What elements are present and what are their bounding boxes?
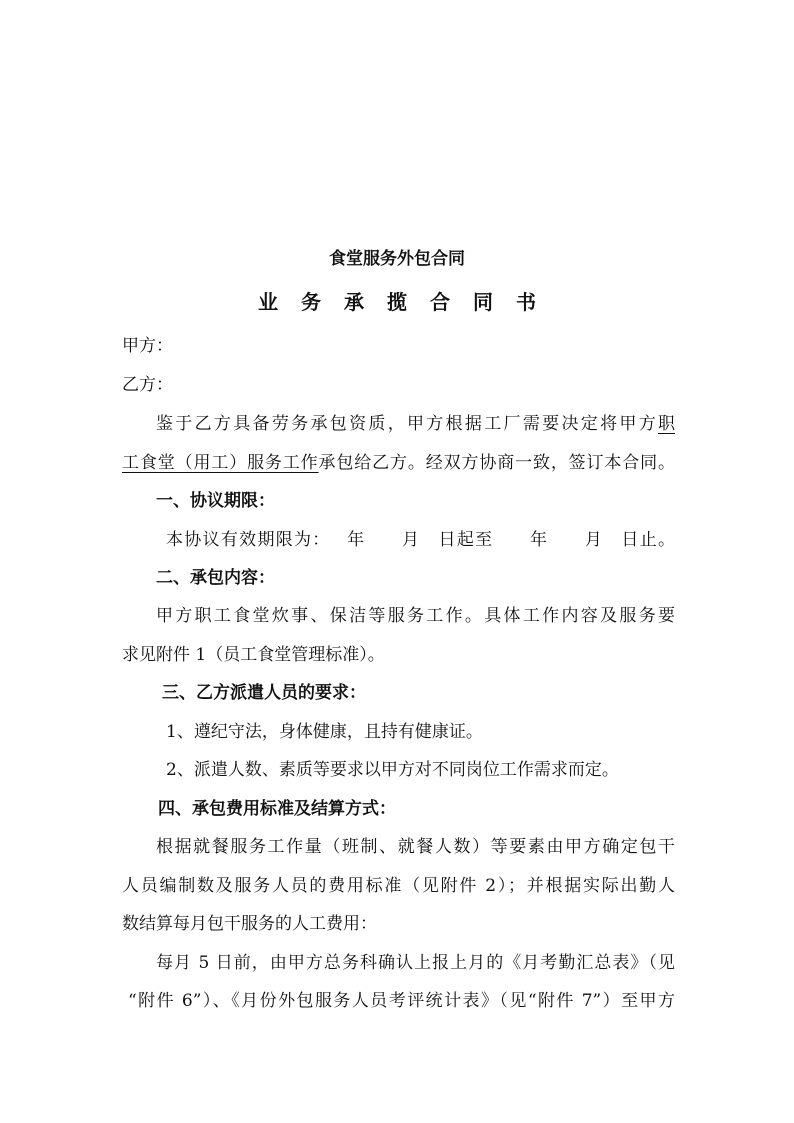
- section-1-text: 本协议有效期限为： 年 月 日起至 年 月 日止。: [166, 530, 675, 550]
- section-4-line: 根据就餐服务工作量（班制、就餐人数）等要素由甲方确定包干: [156, 837, 675, 857]
- section-4-line: 每月 5 日前，由甲方总务科确认上报上月的《月考勤汇总表》（见: [156, 953, 675, 973]
- section-1-heading: 一、协议期限：: [156, 491, 275, 511]
- intro-text: 承包给乙方。经双方协商一致，签订本合同。: [318, 453, 676, 473]
- section-3-item: 1、遵纪守法，身体健康，且持有健康证。: [166, 722, 483, 742]
- section-2-line: 求见附件 1（员工食堂管理标准）。: [122, 645, 385, 665]
- intro-line-2: [122, 453, 675, 473]
- intro-underlined: 职: [658, 414, 675, 434]
- intro-line-1: [122, 414, 675, 434]
- section-4-line: 数结算每月包干服务的人工费用：: [122, 914, 377, 934]
- party-a-label: 甲方：: [122, 336, 173, 356]
- section-4-line: “附件 6”）、《月份外包服务人员考评统计表》（见“附件 7”）至甲方: [128, 991, 675, 1011]
- document-title: 食堂服务外包合同: [329, 249, 465, 269]
- section-2-heading: 二、承包内容：: [156, 568, 275, 588]
- section-4-line: 人员编制数及服务人员的费用标准（见附件 2）；并根据实际出勤人: [122, 876, 675, 896]
- section-3-heading: 三、乙方派遣人员的要求：: [162, 683, 366, 703]
- document-subtitle: 业 务 承 揽 合 同 书: [258, 290, 536, 314]
- party-b-label: 乙方：: [122, 375, 173, 395]
- section-2-line: 甲方职工食堂炊事、保洁等服务工作。具体工作内容及服务要: [156, 606, 675, 626]
- section-3-item: 2、派遣人数、素质等要求以甲方对不同岗位工作需求而定。: [166, 760, 619, 780]
- intro-text: 鉴于乙方具备劳务承包资质，甲方根据工厂需要决定将甲方: [156, 414, 658, 434]
- section-4-heading: 四、承包费用标准及结算方式：: [158, 799, 396, 819]
- intro-underlined: 工食堂（用工）服务工作: [122, 453, 319, 473]
